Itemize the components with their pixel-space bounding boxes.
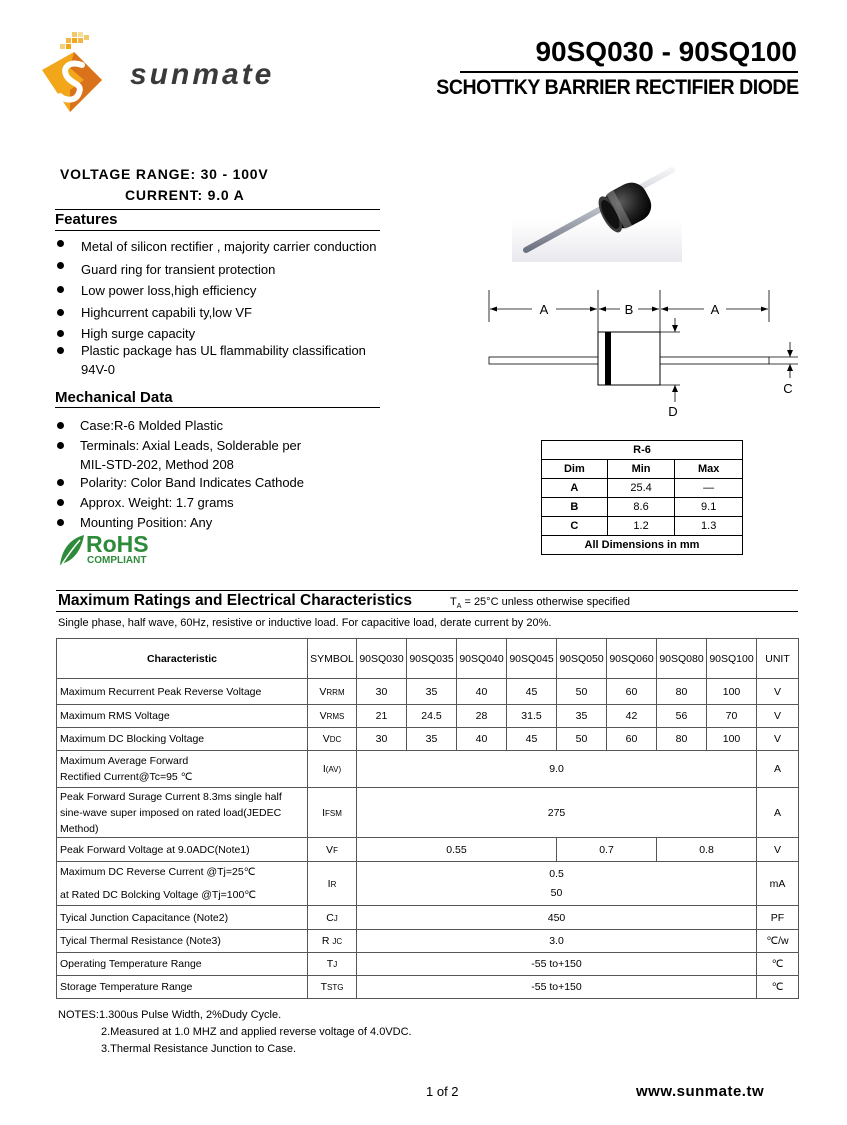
rohs-main-text: RoHS [86, 531, 149, 557]
dim-label-d: D [668, 404, 678, 419]
value-cell: 100 [707, 679, 757, 705]
part-header: 90SQ045 [507, 639, 557, 679]
value-cell: 30 [357, 728, 407, 751]
rohs-badge [58, 531, 168, 567]
note-1: NOTES:1.300us Pulse Width, 2%Dudy Cycle. [58, 1009, 282, 1021]
ratings-note: Single phase, half wave, 60Hz, resistive or inductive load. For capacitive load, derate current by 20%. [58, 617, 552, 629]
value-cell: 80 [657, 679, 707, 705]
part-header: 90SQ080 [657, 639, 707, 679]
leaf-icon [60, 535, 84, 565]
dim-label-c: C [783, 381, 793, 396]
dim-cell: C [542, 517, 608, 536]
dim-cell: 8.6 [607, 498, 675, 517]
row-symbol: I(AV) [308, 751, 357, 788]
title-divider [460, 71, 798, 73]
value-cell: 28 [457, 705, 507, 728]
value-cell: 35 [557, 705, 607, 728]
ratings-top-rule [56, 590, 798, 591]
value-cell: 42 [607, 705, 657, 728]
page-number: 1 of 2 [426, 1084, 459, 1099]
dim-label-b: B [624, 302, 634, 317]
feature-item: Guard ring for transient protection [81, 262, 276, 277]
dim-cell: 1.2 [607, 517, 675, 536]
unit-header: UNIT [757, 639, 799, 679]
dim-col-header: Max [675, 460, 743, 479]
row-symbol: R JC [308, 930, 357, 953]
value-cell: 70 [707, 705, 757, 728]
logo-mark [42, 52, 102, 112]
row-symbol: TJ [308, 953, 357, 976]
unit-cell: ℃ [757, 953, 799, 976]
bullet-icon [57, 422, 64, 429]
part-header: 90SQ100 [707, 639, 757, 679]
row-symbol: VF [308, 838, 357, 862]
unit-cell: mA [757, 862, 799, 906]
row-label: Maximum RMS Voltage [57, 705, 308, 728]
row-symbol: VRRM [308, 679, 357, 705]
ratings-table [56, 638, 799, 999]
dim-label-a: A [710, 302, 720, 317]
note-2: 2.Measured at 1.0 MHZ and applied reverse voltage of 4.0VDC. [101, 1025, 412, 1038]
dim-table-title: R-6 [542, 441, 743, 460]
symbol-header: SYMBOL [308, 639, 357, 679]
features-bottom-rule [55, 230, 380, 231]
part-range-title: 90SQ030 - 90SQ100 [535, 36, 797, 67]
value-cell: 0.8 [657, 838, 757, 862]
mechanical-item: Mounting Position: Any [80, 515, 213, 530]
value-cell: 60 [607, 679, 657, 705]
voltage-range: VOLTAGE RANGE: 30 - 100V [60, 166, 269, 182]
value-cell: 24.5 [407, 705, 457, 728]
bullet-icon [57, 519, 64, 526]
row-symbol: VRMS [308, 705, 357, 728]
feature-item: Metal of silicon rectifier , majority carrier conduction [81, 239, 377, 254]
value-cell: 40 [457, 679, 507, 705]
mechanical-item-continued: MIL-STD-202, Method 208 [80, 457, 234, 472]
logo-pixels [60, 32, 89, 49]
row-label: Tyical Thermal Resistance (Note3) [57, 930, 308, 953]
features-heading: Features [55, 211, 118, 228]
feature-item-continued: 94V-0 [81, 362, 115, 377]
unit-cell: V [757, 679, 799, 705]
row-label: Peak Forward Voltage at 9.0ADC(Note1) [57, 838, 308, 862]
bullet-icon [57, 286, 64, 293]
value-cell: 3.0 [357, 930, 757, 953]
mechanical-rule [55, 407, 380, 408]
dim-cell: — [675, 479, 743, 498]
value-cell: 35 [407, 728, 457, 751]
unit-cell: A [757, 788, 799, 838]
note-3: 3.Thermal Resistance Junction to Case. [101, 1043, 297, 1055]
mechanical-item: Approx. Weight: 1.7 grams [80, 495, 234, 510]
row-symbol: TSTG [308, 976, 357, 999]
value-cell: 45 [507, 679, 557, 705]
row-label: Storage Temperature Range [57, 976, 308, 999]
part-header: 90SQ035 [407, 639, 457, 679]
notes [58, 1007, 412, 1058]
ratings-title: Maximum Ratings and Electrical Characteristics [58, 592, 413, 609]
value-cell: 9.0 [357, 751, 757, 788]
mechanical-item: Terminals: Axial Leads, Solderable per [80, 438, 302, 453]
row-label: Maximum DC Reverse Current @Tj=25℃ at Rated DC Bolcking Voltage @Tj=100℃ [57, 862, 308, 906]
part-header: 90SQ060 [607, 639, 657, 679]
row-symbol: IFSM [308, 788, 357, 838]
table-row [57, 953, 799, 976]
row-label: Maximum Average Forward Rectified Current@Tc=95 ℃ [57, 751, 308, 788]
brand-wordmark: sunmate [130, 58, 275, 91]
value-cell: 275 [357, 788, 757, 838]
mechanical-item: Case:R-6 Molded Plastic [80, 418, 224, 433]
unit-cell: V [757, 838, 799, 862]
part-header: 90SQ040 [457, 639, 507, 679]
part-header: 90SQ030 [357, 639, 407, 679]
dim-label-a: A [539, 302, 549, 317]
row-label: Maximum DC Blocking Voltage [57, 728, 308, 751]
value-cell: 60 [607, 728, 657, 751]
feature-item: Low power loss,high efficiency [81, 283, 257, 298]
dim-table-footer: All Dimensions in mm [542, 536, 743, 555]
row-symbol: CJ [308, 906, 357, 930]
dim-row [542, 498, 743, 517]
bullet-icon [57, 309, 64, 316]
value-cell: 21 [357, 705, 407, 728]
value-cell: 30 [357, 679, 407, 705]
bullet-icon [57, 240, 64, 247]
bullet-icon [57, 499, 64, 506]
bullet-icon [57, 347, 64, 354]
outline-drawing [480, 288, 810, 424]
unit-cell: V [757, 728, 799, 751]
unit-cell: V [757, 705, 799, 728]
table-row [57, 976, 799, 999]
value-cell: 80 [657, 728, 707, 751]
value-cell: 31.5 [507, 705, 557, 728]
features-top-rule [55, 209, 380, 210]
feature-item: Plastic package has UL flammability classification [81, 343, 366, 358]
dim-cell: A [542, 479, 608, 498]
bullet-icon [57, 262, 64, 269]
bullet-icon [57, 442, 64, 449]
ratings-condition [450, 596, 630, 610]
table-row [57, 788, 799, 838]
table-row [57, 862, 799, 906]
dim-cell: 9.1 [675, 498, 743, 517]
product-subtitle: SCHOTTKY BARRIER RECTIFIER DIODE [436, 76, 799, 99]
unit-cell: A [757, 751, 799, 788]
value-cell: 50 [557, 728, 607, 751]
row-symbol: VDC [308, 728, 357, 751]
value-cell: 450 [357, 906, 757, 930]
dim-cell: 1.3 [675, 517, 743, 536]
rohs-sub-text: COMPLIANT [87, 555, 147, 566]
value-cell: 0.7 [557, 838, 657, 862]
unit-cell: ℃/w [757, 930, 799, 953]
characteristic-header: Characteristic [57, 639, 308, 679]
row-label: Maximum Recurrent Peak Reverse Voltage [57, 679, 308, 705]
value-cell: 35 [407, 679, 457, 705]
feature-item: High surge capacity [81, 326, 196, 341]
row-label: Peak Forward Surage Current 8.3ms single half sine-wave super imposed on rated load(JEDEC Method) [57, 788, 308, 838]
table-row [57, 705, 799, 728]
dim-cell: 25.4 [607, 479, 675, 498]
dim-row [542, 517, 743, 536]
value-cell: 40 [457, 728, 507, 751]
condition-subscript: A [456, 603, 462, 611]
value-cell: 0.5 50 [357, 862, 757, 906]
condition-symbol: T [450, 596, 457, 608]
dim-col-header: Dim [542, 460, 608, 479]
table-row [57, 930, 799, 953]
mechanical-heading: Mechanical Data [55, 389, 173, 406]
table-row [57, 679, 799, 705]
dimension-table [541, 440, 743, 555]
value-cell: 45 [507, 728, 557, 751]
ratings-header-row [57, 639, 799, 679]
row-label: Tyical Junction Capacitance (Note2) [57, 906, 308, 930]
value-cell: 50 [557, 679, 607, 705]
dim-col-header: Min [607, 460, 675, 479]
website-url[interactable]: www.sunmate.tw [636, 1083, 765, 1100]
value-cell: 0.55 [357, 838, 557, 862]
current-rating: CURRENT: 9.0 A [125, 187, 245, 203]
value-cell: -55 to+150 [357, 953, 757, 976]
bullet-icon [57, 330, 64, 337]
value-cell: -55 to+150 [357, 976, 757, 999]
dim-row [542, 479, 743, 498]
table-row [57, 728, 799, 751]
unit-cell: PF [757, 906, 799, 930]
unit-cell: ℃ [757, 976, 799, 999]
row-label: Operating Temperature Range [57, 953, 308, 976]
feature-item: Highcurrent capabili ty,low VF [81, 305, 252, 320]
part-header: 90SQ050 [557, 639, 607, 679]
table-row [57, 751, 799, 788]
value-cell: 100 [707, 728, 757, 751]
bullet-icon [57, 479, 64, 486]
condition-text: = 25°C unless otherwise specified [461, 596, 630, 608]
table-row [57, 838, 799, 862]
value-cell: 56 [657, 705, 707, 728]
table-row [57, 906, 799, 930]
mechanical-item: Polarity: Color Band Indicates Cathode [80, 475, 305, 490]
ratings-mid-rule [56, 611, 798, 612]
dim-cell: B [542, 498, 608, 517]
cathode-band [605, 332, 611, 385]
diode-photo [512, 158, 682, 262]
row-symbol: IR [308, 862, 357, 906]
